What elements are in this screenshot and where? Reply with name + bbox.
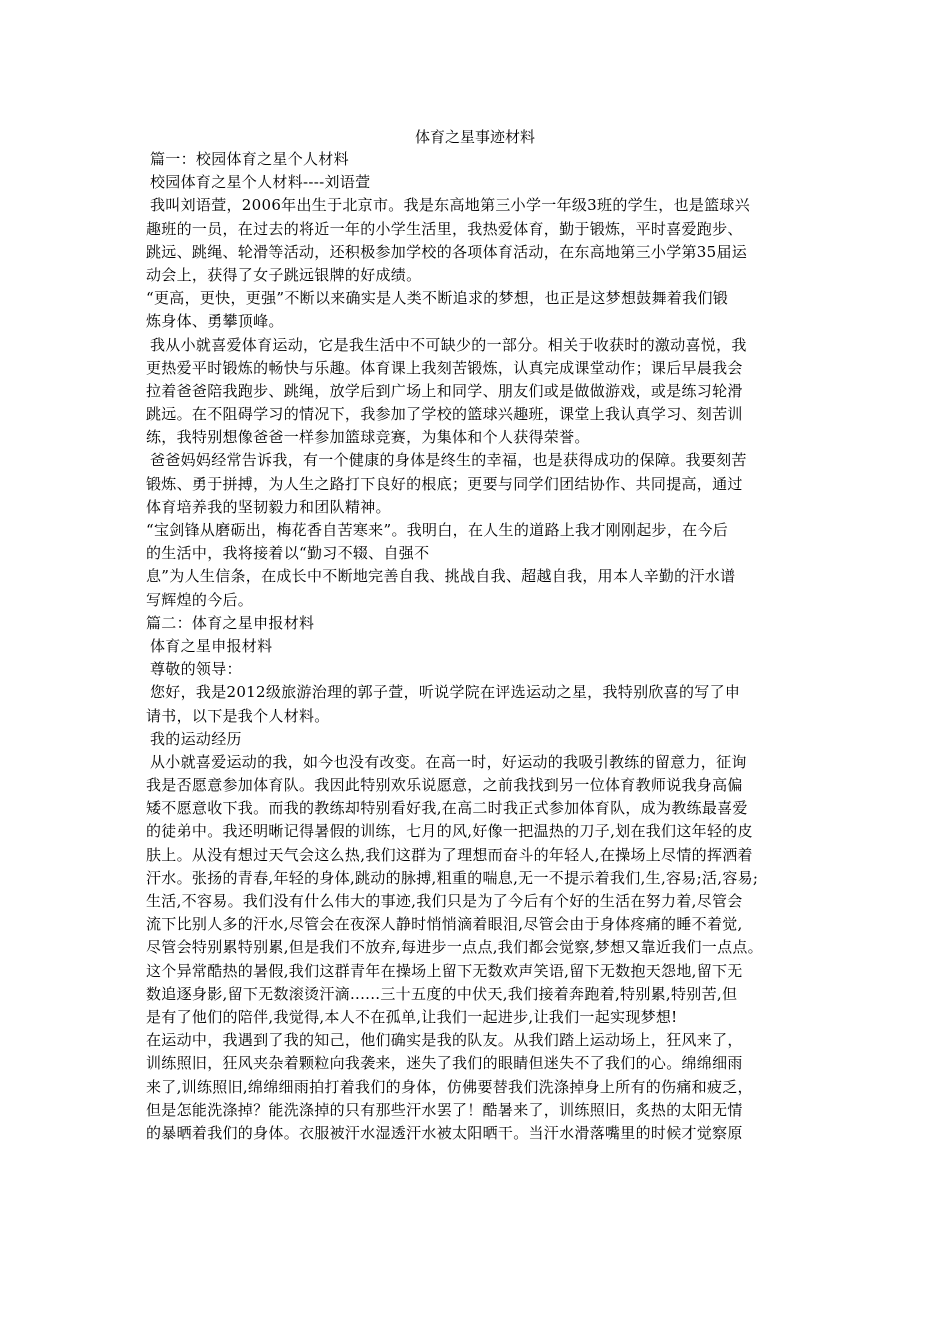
text-line: 肤上。从没有想过天气会这么热,我们这群为了理想而奋斗的年轻人,在操场上尽情的挥洒着	[146, 845, 753, 864]
text-line: 的生活中，我将接着以“勤习不辍、自强不	[146, 544, 430, 563]
text-line: 拉着爸爸陪我跑步、跳绳，放学后到广场上和同学、朋友们或是做做游戏，或是练习轮滑	[146, 381, 743, 400]
text-line: 爸爸妈妈经常告诉我，有一个健康的身体是终生的幸福，也是获得成功的保障。我要刻苦	[150, 451, 747, 470]
text-line: 篇一：校园体育之星个人材料	[150, 150, 349, 168]
text-line: “宝剑锋从磨砺出，梅花香自苦寒来”。我明白，在人生的道路上我才刚刚起步，在今后	[146, 521, 729, 539]
document-title: 体育之星事迹材料	[414, 128, 535, 146]
text-line: 数追逐身影,留下无数滚烫汗滴......三十五度的中伏天,我们接着奔跑着,特别累,特别苦,但	[146, 984, 738, 1003]
text-line: 体育之星申报材料	[150, 636, 273, 655]
text-line: 我从小就喜爱体育运动，它是我生活中不可缺少的一部分。相关于收获时的激动喜悦，我	[150, 335, 747, 354]
text-line: 更热爱平时锻炼的畅快与乐趣。体育课上我刻苦锻炼，认真完成课堂动作；课后早晨我会	[146, 358, 743, 377]
text-line: 生活,不容易。我们没有什么伟大的事迹,我们只是为了今后有个好的生活在努力着,尽管会	[146, 892, 743, 910]
text-line: 跳远。在不阻碍学习的情况下，我参加了学校的篮球兴趣班，课堂上我认真学习、刻苦训	[146, 405, 743, 424]
text-line: 是有了他们的陪伴,我觉得,本人不在孤单,让我们一起进步,让我们一起实现梦想!	[146, 1007, 678, 1026]
text-line: 汗水。张扬的青春,年轻的身体,跳动的脉搏,粗重的喘息,无一不提示着我们,生,容易;活,容易;	[146, 868, 759, 887]
text-line: 我是否愿意参加体育队。我因此特别欢乐说愿意，之前我找到另一位体育教师说我身高偏	[146, 776, 743, 795]
document-body	[146, 148, 812, 1145]
text-line: 训练照旧，狂风夹杂着颗粒向我袭来，迷失了我们的眼睛但迷失不了我们的心。绵绵细雨	[146, 1054, 743, 1073]
text-line: 来了,训练照旧,绵绵细雨拍打着我们的身体，仿佛要替我们洗涤掉身上所有的伤痛和疲乏，	[146, 1077, 753, 1096]
text-line: 的暴晒着我们的身体。衣服被汗水湿透汗水被太阳晒干。当汗水滑落嘴里的时候才觉察原	[146, 1123, 743, 1142]
text-line: 体育培养我的坚韧毅力和团队精神。	[146, 497, 391, 516]
text-line: 趣班的一员，在过去的将近一年的小学生活里，我热爱体育，勤于锻炼，平时喜爱跑步、	[146, 219, 743, 238]
text-line: 尊敬的领导：	[150, 660, 242, 679]
text-line: 校园体育之星个人材料----刘语萱	[150, 173, 371, 192]
text-line: 跳远、跳绳、轮滑等活动，还积极参加学校的各项体育活动，在东高地第三小学第35届运	[146, 242, 748, 261]
text-line: 的徒弟中。我还明晰记得暑假的训练，七月的风,好像一把温热的刀子,划在我们这年轻的皮	[146, 822, 753, 841]
text-line: 从小就喜爱运动的我，如今也没有改变。在高一时，好运动的我吸引教练的留意力，征询	[150, 752, 747, 771]
text-line: 练，我特别想像爸爸一样参加篮球竞赛，为集体和个人获得荣誉。	[146, 428, 590, 447]
text-line: 写辉煌的今后。	[146, 590, 254, 609]
text-line: 我叫刘语萱，2006年出生于北京市。我是东高地第三小学一年级3班的学生，也是篮球兴	[150, 196, 751, 215]
text-line: “更高，更快，更强”不断以来确实是人类不断追求的梦想，也正是这梦想鼓舞着我们锻	[146, 289, 729, 308]
text-line: 我的运动经历	[150, 729, 242, 748]
text-line: 矮不愿意收下我。而我的教练却特别看好我,在高二时我正式参加体育队，成为教练最喜爱	[146, 799, 748, 818]
text-line: 在运动中，我遇到了我的知己，他们确实是我的队友。从我们踏上运动场上，狂风来了，	[146, 1031, 743, 1050]
text-line: 流下比别人多的汗水,尽管会在夜深人静时悄悄滴着眼泪,尽管会由于身体疼痛的睡不着觉,	[146, 915, 743, 934]
text-line: 篇二：体育之星申报材料	[146, 613, 315, 632]
text-line: 但是怎能洗涤掉？能洗涤掉的只有那些汗水罢了！酷暑来了，训练照旧，炙热的太阳无情	[146, 1100, 743, 1119]
text-line: 息”为人生信条，在成长中不断地完善自我、挑战自我、超越自我，用本人辛勤的汗水谱	[146, 567, 736, 586]
text-line: 请书，以下是我个人材料。	[146, 706, 330, 725]
text-line: 尽管会特别累特别累,但是我们不放弃,每进步一点点,我们都会觉察,梦想又靠近我们一点点。	[146, 938, 763, 957]
text-line: 这个异常酷热的暑假,我们这群青年在操场上留下无数欢声笑语,留下无数抱天怨地,留下无	[146, 961, 743, 980]
text-line: 动会上，获得了女子跳远银牌的好成绩。	[146, 265, 422, 284]
text-line: 炼身体、勇攀顶峰。	[146, 312, 284, 331]
text-line: 锻炼、勇于拼搏，为人生之路打下良好的根底；更要与同学们团结协作、共同提高，通过	[146, 474, 743, 493]
text-line: 您好，我是2012级旅游治理的郭子萱，听说学院在评选运动之星，我特别欣喜的写了申	[150, 683, 741, 702]
